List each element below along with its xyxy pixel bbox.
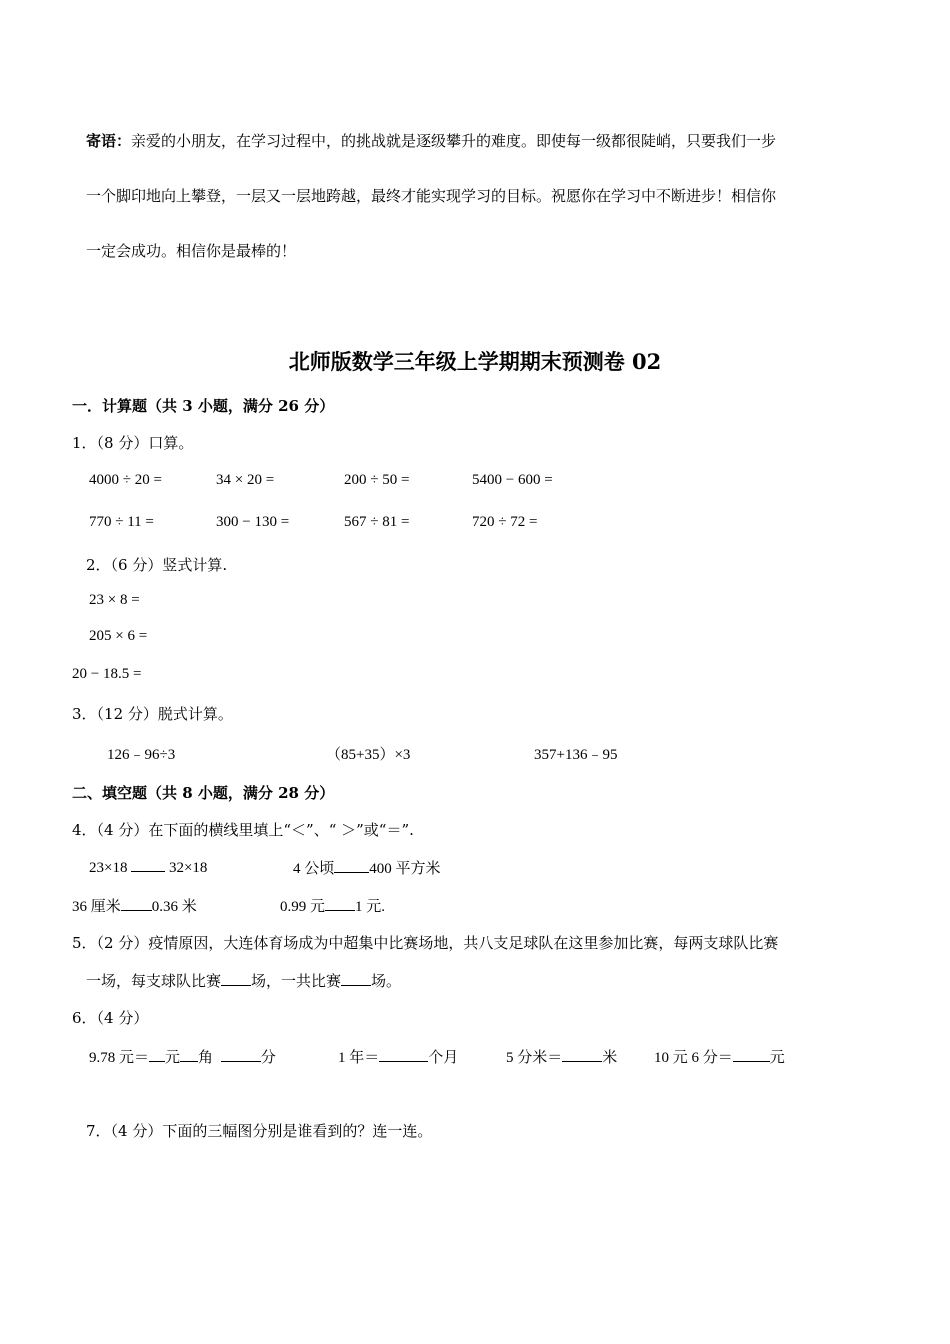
q6-b-text-2: 个月 (428, 1050, 459, 1066)
q4-c-right: 0.36 米 (151, 899, 197, 915)
page-title: 北师版数学三年级上学期期末预测卷 02 (288, 349, 662, 374)
q1-item: 4000 ÷ 20 = (89, 472, 162, 488)
q6-a-blank-1[interactable] (149, 1047, 165, 1062)
q6-a-text-1: 9.78 元＝ (89, 1050, 150, 1066)
q1-item: 720 ÷ 72 = (472, 514, 538, 530)
q4-d-blank[interactable] (325, 896, 355, 911)
q5-blank-1[interactable] (221, 971, 251, 986)
q4-label: 4．（4 分）在下面的横线里填上“＜”、“ ＞”或“＝”. (72, 821, 414, 839)
q4-c-blank[interactable] (121, 896, 152, 911)
q6-a-text-2: 元 (165, 1050, 181, 1066)
q5-text-3: 场。 (371, 972, 402, 990)
intro-line-2: 一个脚印地向上攀登，一层又一层地跨越，最终才能实现学习的目标。祝愿你在学习中不断进步！相信你 (86, 187, 777, 205)
q1-label: 1．（8 分）口算。 (72, 434, 194, 452)
intro-line-1 (86, 134, 866, 149)
q6-a-blank-2[interactable] (180, 1047, 198, 1062)
section-1-heading: 一．计算题（共 3 小题，满分 26 分） (72, 397, 335, 415)
q6-b-text-1: 1 年＝ (338, 1050, 380, 1066)
q6-a-text-3: 角 (198, 1050, 214, 1066)
q2-item: 23 × 8 = (89, 592, 140, 608)
q2-label: 2．（6 分）竖式计算. (86, 556, 228, 574)
q2-item: 205 × 6 = (89, 628, 148, 644)
q4-c-left: 36 厘米 (72, 899, 121, 915)
q4-d-left: 0.99 元 (280, 899, 326, 915)
q6-item-b (338, 1046, 458, 1067)
q6-c-text-2: 米 (602, 1050, 618, 1066)
q5-text-2: 场，一共比赛 (251, 972, 342, 990)
q1-item: 5400 − 600 = (472, 472, 553, 488)
q1-item: 567 ÷ 81 = (344, 514, 410, 530)
q1-item: 300 − 130 = (216, 514, 290, 530)
q4-item-a (89, 857, 207, 877)
q1-item: 200 ÷ 50 = (344, 472, 410, 488)
q4-b-left: 4 公顷 (293, 861, 335, 877)
q1-item: 34 × 20 = (216, 472, 275, 488)
q2-item: 20 − 18.5 = (72, 666, 142, 682)
q3-item: 357+136﹣95 (534, 747, 618, 763)
q6-item-d (654, 1046, 785, 1067)
section-2-heading: 二、填空题（共 8 小题，满分 28 分） (72, 784, 335, 802)
intro-text-1: 亲爱的小朋友，在学习过程中，的挑战就是逐级攀升的难度。即使每一级都很陡峭，只要我们一步 (131, 132, 777, 150)
q1-item: 770 ÷ 11 = (89, 514, 154, 530)
q4-item-d (280, 895, 385, 916)
q5-blank-2[interactable] (341, 971, 371, 986)
q6-d-text-1: 10 元 6 分＝ (654, 1050, 733, 1066)
q4-b-blank[interactable] (334, 858, 369, 873)
q4-a-left: 23×18 (89, 860, 128, 876)
q6-b-blank[interactable] (379, 1047, 428, 1062)
q6-label: 6．（4 分） (72, 1009, 149, 1027)
q4-item-b (293, 857, 441, 878)
q7-label: 7．（4 分）下面的三幅图分别是谁看到的？连一连。 (86, 1122, 433, 1140)
q3-item: （85+35）×3 (326, 747, 411, 763)
q4-d-right: 1 元. (355, 899, 386, 915)
q5-line-1: 5．（2 分）疫情原因，大连体育场成为中超集中比赛场地，共八支足球队在这里参加比赛，每两支球队比赛 (72, 934, 779, 952)
q6-item-c (506, 1046, 617, 1067)
q6-a-blank-3[interactable] (221, 1047, 261, 1062)
q3-label: 3．（12 分）脱式计算。 (72, 705, 233, 723)
q4-a-blank[interactable] (131, 857, 165, 872)
intro-label: 寄语： (86, 132, 132, 150)
q4-item-c (72, 895, 197, 916)
q4-a-right: 32×18 (168, 860, 208, 876)
q6-a-text-4: 分 (260, 1050, 276, 1066)
q6-c-blank[interactable] (562, 1047, 602, 1062)
q5-line-2 (86, 970, 401, 991)
q6-item-a (89, 1046, 276, 1067)
q5-text-1: 一场，每支球队比赛 (86, 972, 222, 990)
q6-d-blank[interactable] (733, 1047, 770, 1062)
q6-d-text-2: 元 (769, 1050, 785, 1066)
q3-item: 126﹣96÷3 (107, 747, 176, 763)
q6-c-text-1: 5 分米＝ (506, 1050, 563, 1066)
q4-b-right: 400 平方米 (369, 861, 441, 877)
intro-line-3: 一定会成功。相信你是最棒的！ (86, 242, 297, 260)
